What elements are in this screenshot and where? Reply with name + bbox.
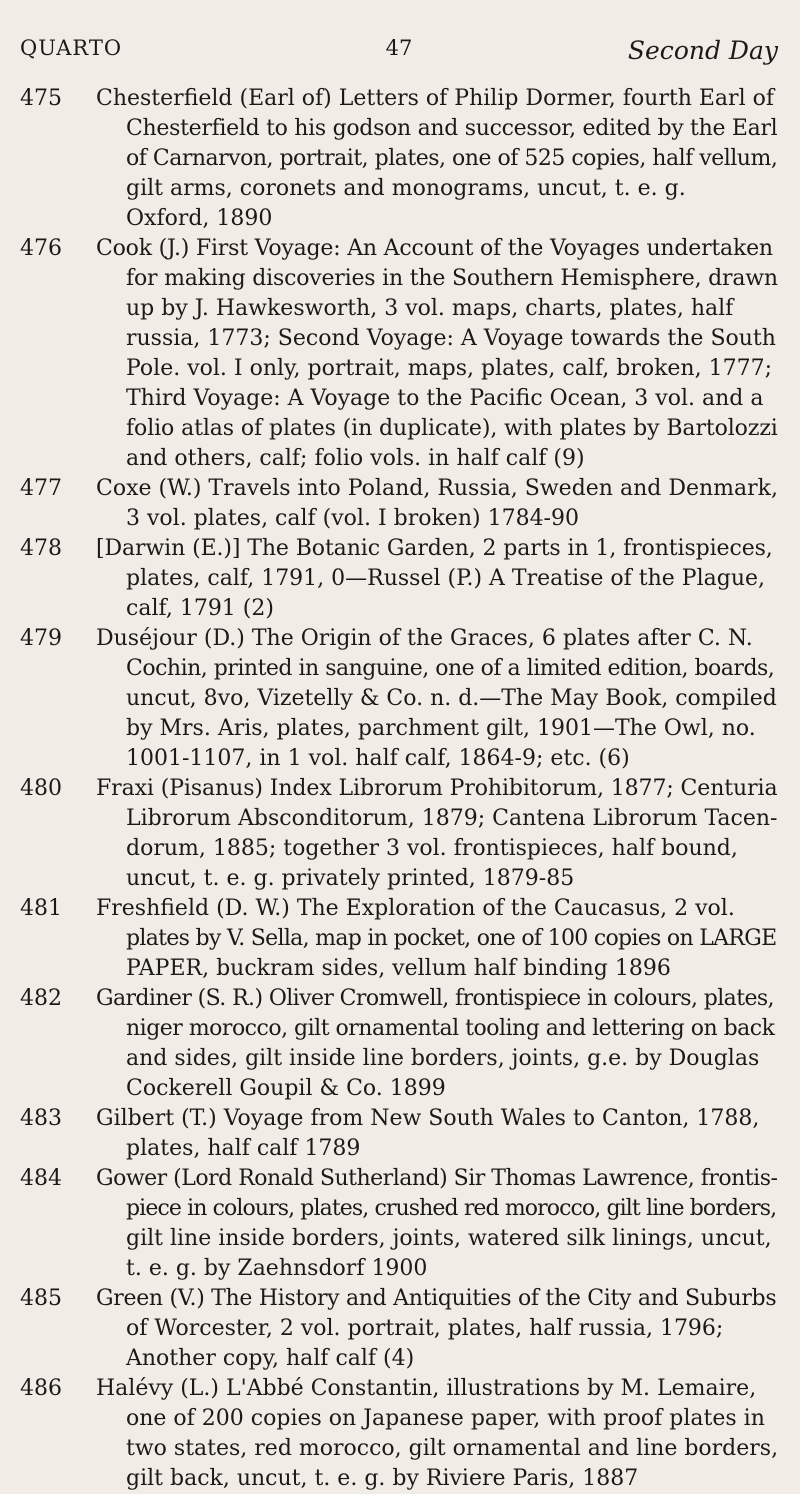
description-line: Fraxi (Pisanus) Index Librorum Prohibitorum, 1877; Centuria xyxy=(96,776,778,801)
lot-description xyxy=(96,1104,778,1164)
lot-number: 486 xyxy=(20,1376,62,1401)
description-line: Gilbert (T.) Voyage from New South Wales to Canton, 1788, xyxy=(96,1106,760,1131)
description-line: 1001-1107, in 1 vol. half calf, 1864-9; etc. (6) xyxy=(126,746,630,771)
description-line: Another copy, half calf (4) xyxy=(126,1346,415,1371)
description-line: of Worcester, 2 vol. portrait, plates, half russia, 1796; xyxy=(126,1316,724,1341)
description-line: 3 vol. plates, calf (vol. I broken) 1784-90 xyxy=(126,506,579,531)
lot-description xyxy=(96,1164,778,1284)
lot-entry xyxy=(20,1374,778,1494)
lot-number: 482 xyxy=(20,986,62,1011)
description-line: Pole. vol. I only, portrait, maps, plates, calf, broken, 1777; xyxy=(126,356,772,381)
header-format: QUARTO xyxy=(20,36,123,60)
description-line: Cockerell Goupil & Co. 1899 xyxy=(126,1076,446,1101)
description-line: Gower (Lord Ronald Sutherland) Sir Thomas Lawrence, frontis- xyxy=(96,1166,778,1191)
description-line: uncut, t. e. g. privately printed, 1879-85 xyxy=(126,866,575,891)
description-line: Librorum Absconditorum, 1879; Cantena Librorum Tacen- xyxy=(126,806,778,831)
description-line: of Carnarvon, portrait, plates, one of 525 copies, half vellum, xyxy=(126,146,778,171)
description-line: [Darwin (E.)] The Botanic Garden, 2 parts in 1, frontispieces, xyxy=(96,536,773,561)
description-line: Duséjour (D.) The Origin of the Graces, 6 plates after C. N. xyxy=(96,626,753,651)
lot-number: 479 xyxy=(20,626,62,651)
description-line: folio atlas of plates (in duplicate), with plates by Bartolozzi xyxy=(126,416,778,441)
description-line: and sides, gilt inside line borders, joints, g.e. by Douglas xyxy=(126,1046,760,1071)
lot-entry xyxy=(20,474,778,534)
lot-number: 475 xyxy=(20,86,62,111)
lot-entry xyxy=(20,1164,778,1284)
description-line: Freshfield (D. W.) The Exploration of the Caucasus, 2 vol. xyxy=(96,896,735,921)
lot-description xyxy=(96,894,778,984)
lot-description xyxy=(96,624,778,774)
lot-entry xyxy=(20,774,778,894)
lot-entry xyxy=(20,1284,778,1374)
lot-description xyxy=(96,534,778,624)
description-line: up by J. Hawkesworth, 3 vol. maps, charts, plates, half xyxy=(126,296,734,321)
lot-description xyxy=(96,774,778,894)
description-line: plates, calf, 1791, 0—Russel (P.) A Treatise of the Plague, xyxy=(126,566,766,591)
lot-entry xyxy=(20,624,778,774)
description-line: Cochin, printed in sanguine, one of a limited edition, boards, xyxy=(126,656,775,681)
description-line: Green (V.) The History and Antiquities of the City and Suburbs xyxy=(96,1286,777,1311)
description-line: for making discoveries in the Southern Hemisphere, drawn xyxy=(126,266,778,291)
header-day: Second Day xyxy=(627,36,778,65)
lot-description xyxy=(96,1374,778,1494)
description-line: Chesterfield to his godson and successor, edited by the Earl xyxy=(126,116,778,141)
description-line: russia, 1773; Second Voyage: A Voyage towards the South xyxy=(126,326,776,351)
lot-number: 485 xyxy=(20,1286,62,1311)
lot-number: 480 xyxy=(20,776,62,801)
description-line: Third Voyage: A Voyage to the Pacific Ocean, 3 vol. and a xyxy=(126,386,764,411)
lot-entry xyxy=(20,84,778,234)
description-line: Gardiner (S. R.) Oliver Cromwell, frontispiece in colours, plates, xyxy=(96,986,774,1011)
description-line: t. e. g. by Zaehnsdorf 1900 xyxy=(126,1256,428,1281)
lot-description xyxy=(96,234,778,474)
description-line: niger morocco, gilt ornamental tooling and lettering on back xyxy=(126,1016,775,1041)
description-line: Chesterfield (Earl of) Letters of Philip Dormer, fourth Earl of xyxy=(96,86,774,111)
description-line: and others, calf; folio vols. in half calf (9) xyxy=(126,446,585,471)
lot-description xyxy=(96,84,778,234)
lot-number: 476 xyxy=(20,236,62,261)
description-line: dorum, 1885; together 3 vol. frontispieces, half bound, xyxy=(126,836,738,861)
lot-description xyxy=(96,474,778,534)
lot-entry xyxy=(20,1104,778,1164)
lot-number: 483 xyxy=(20,1106,62,1131)
description-line: calf, 1791 (2) xyxy=(126,596,274,621)
description-line: Cook (J.) First Voyage: An Account of the Voyages undertaken xyxy=(96,236,773,261)
description-line: plates, half calf 1789 xyxy=(126,1136,361,1161)
lot-entry xyxy=(20,534,778,624)
description-line: PAPER, buckram sides, vellum half binding 1896 xyxy=(126,956,671,981)
description-line: gilt back, uncut, t. e. g. by Riviere Paris, 1887 xyxy=(126,1466,639,1491)
lot-number: 477 xyxy=(20,476,62,501)
description-line: uncut, 8vo, Vizetelly & Co. n. d.—The May Book, compiled xyxy=(126,686,777,711)
description-line: Halévy (L.) L'Abbé Constantin, illustrations by M. Lemaire, xyxy=(96,1376,757,1401)
description-line: by Mrs. Aris, plates, parchment gilt, 1901—The Owl, no. xyxy=(126,716,756,741)
description-line: Oxford, 1890 xyxy=(126,206,273,231)
lot-description xyxy=(96,984,778,1104)
lot-entry xyxy=(20,984,778,1104)
page-number: 47 xyxy=(385,36,413,60)
lot-number: 478 xyxy=(20,536,62,561)
description-line: one of 200 copies on Japanese paper, with proof plates in xyxy=(126,1406,765,1431)
description-line: Coxe (W.) Travels into Poland, Russia, Sweden and Denmark, xyxy=(96,476,778,501)
description-line: two states, red morocco, gilt ornamental and line borders, xyxy=(126,1436,778,1461)
lot-entry xyxy=(20,234,778,474)
description-line: plates by V. Sella, map in pocket, one of 100 copies on LARGE xyxy=(126,926,777,951)
lot-number: 481 xyxy=(20,896,62,921)
page-header xyxy=(20,36,778,72)
lot-entry xyxy=(20,894,778,984)
description-line: gilt line inside borders, joints, watered silk linings, uncut, xyxy=(126,1226,772,1251)
lot-description xyxy=(96,1284,778,1374)
description-line: gilt arms, coronets and monograms, uncut, t. e. g. xyxy=(126,176,686,201)
lot-list xyxy=(20,84,778,1494)
description-line: piece in colours, plates, crushed red morocco, gilt line borders, xyxy=(126,1196,777,1221)
lot-number: 484 xyxy=(20,1166,62,1191)
